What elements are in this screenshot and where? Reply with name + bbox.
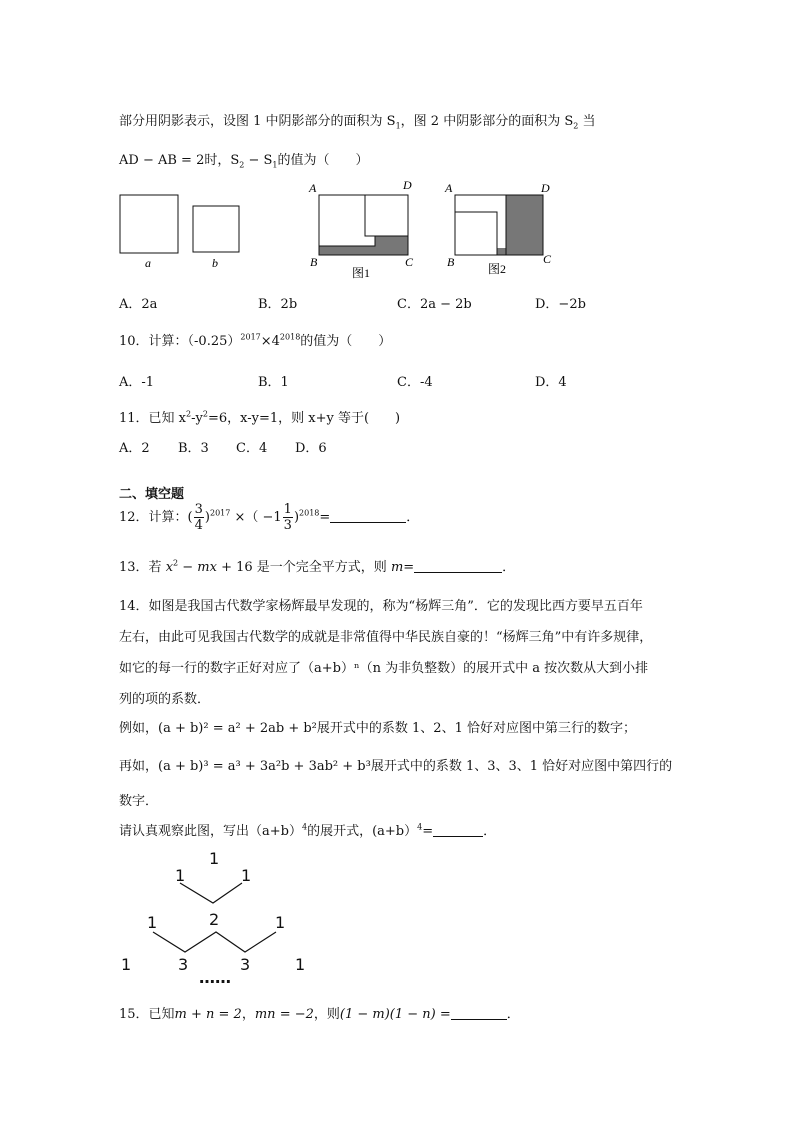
q10-exponent: 2017 [240,332,261,342]
label-a: a [145,256,151,270]
q14-text: 的展开式，(a+b） [307,824,418,839]
triangle-r4-c3: 3 [240,955,251,974]
q12-text: ． [406,510,420,525]
q10-option-b[interactable]: B．1 [258,375,289,390]
q15-stem [119,1003,520,1022]
q14-exponent: 4 [301,822,308,832]
label-b: b [212,256,218,270]
q9-sub: 1 [395,121,401,131]
fig2-A: A [445,181,453,195]
fig2-C: C [543,252,552,266]
q9-question: 的值为（ ） [277,153,369,168]
q13-text: 13．若 [119,560,166,575]
q11-option-b[interactable]: B．3 [178,441,209,456]
q9-condition: AD − AB = 2 [119,153,205,168]
q13-text: ． [502,560,516,575]
q12-exponent: 2018 [299,508,320,518]
fraction-denominator: 4 [194,518,203,533]
q14-line-4: 列的项的系数． [119,692,211,707]
section-heading: 二、填空题 [119,487,185,502]
q13-var: x [165,560,174,575]
q9-text-b: ，图 2 中阴影部分的面积为 S [400,114,574,129]
triangle-r2-c1: 1 [175,866,186,885]
q14-exponent: 4 [417,822,423,832]
q15-text: ， [241,1007,255,1022]
fraction-numerator: 1 [283,502,292,517]
q14-text: ． [483,824,497,839]
q9-text-c: 当 [578,114,596,129]
q9-sub: 1 [272,160,278,170]
q11-exponent: 2 [202,409,208,419]
q14-line-2: 左右，由此可见我国古代数学的成就是非常值得中华民族自豪的！“杨辉三角”中有许多规律， [119,630,653,645]
q15-answer-blank[interactable] [451,1007,507,1020]
q11-exponent: 2 [186,409,192,419]
q9-option-d[interactable]: D．−2b [535,297,586,312]
fig2-caption: 图2 [488,262,507,276]
q13-text: + 16 是一个完全平方式，则 [216,560,391,575]
q12-text: ) [204,510,210,525]
q14-line-5: 例如，(a + b)² = a² + 2ab + b²展开式中的系数 1、2、1 恰好对应图中第三行的数字； [119,721,636,736]
q14-line-7: 数字． [119,794,159,809]
triangle-dots: …… [199,968,231,987]
q10-option-a[interactable]: A．-1 [119,375,155,390]
q15-text: 15．已知 [119,1007,175,1022]
q9-text: 时，S [204,153,240,168]
q14-line-3: 如它的每一行的数字正好对应了（a+b）ⁿ（n 为非负整数）的展开式中 a 按次数从大到小排 [119,661,649,676]
q15-condition: m + n = 2 [174,1007,242,1022]
q9-option-a[interactable]: A．2a [119,297,158,312]
q10-option-c[interactable]: C．-4 [397,375,433,390]
triangle-r4-c4: 1 [295,955,306,974]
fraction-numerator: 3 [194,502,203,517]
q12-text: ) [293,510,300,525]
q10-exponent: 2018 [279,332,301,342]
q13-text: − [178,560,198,575]
q9-text-a: 部分用阴影表示，设图 1 中阴影部分的面积为 S [119,114,396,129]
fig1-C: C [405,255,414,269]
q14-text: = [422,824,434,839]
fraction-denominator: 3 [283,518,292,533]
q13-text: = [403,560,415,575]
q14-text: 请认真观察此图，写出（a+b） [119,824,302,839]
q9-option-b[interactable]: B．2b [258,297,298,312]
triangle-line-row3 [153,932,276,952]
fig1-B: B [310,255,318,269]
q14-line-1: 14．如图是我国古代数学家杨辉最早发现的，称为“杨辉三角”．它的发现比西方要早五百年 [119,599,643,614]
q12-text: = [319,510,331,525]
q10-text: 的值为（ ） [300,334,392,349]
triangle-r2-c2: 1 [241,866,252,885]
q12-text: 12．计算：( [119,510,193,525]
q11-option-d[interactable]: D．6 [295,441,327,456]
q10-text: 10．计算：（-0.25） [119,334,241,349]
q13-var: m [390,560,404,575]
triangle-r3-c3: 1 [275,913,286,932]
q11-text: -y [191,411,203,426]
q9-sub: 2 [239,160,245,170]
q15-condition: mn = −2 [254,1007,314,1022]
q13-var: mx [197,560,217,575]
fig1-caption: 图1 [352,266,371,280]
triangle-r4-c1: 1 [121,955,132,974]
q11-text: =6，x-y=1，则 x+y 等于( ) [207,411,401,426]
q11-option-a[interactable]: A．2 [119,441,150,456]
q15-text: ． [506,1007,520,1022]
q15-expression: (1 − m)(1 − n) = [339,1007,451,1022]
triangle-r3-c1: 1 [147,913,158,932]
q11-text: 11．已知 x [119,411,187,426]
triangle-r3-c2: 2 [209,910,220,929]
q9-text: − S [244,153,273,168]
q12-exponent: 2017 [209,508,231,518]
q14-line-6: 再如，(a + b)³ = a³ + 3a²b + 3ab² + b³展开式中的系数 1、3、3、1 恰好对应图中第四行的 [119,759,673,774]
q15-text: ，则 [313,1007,340,1022]
fig1-A: A [309,181,317,195]
fig2-D: D [541,181,550,195]
q9-option-c[interactable]: C．2a − 2b [397,297,472,312]
q9-sub: 2 [573,121,579,131]
q13-exponent: 2 [173,558,179,568]
q11-option-c[interactable]: C．4 [236,441,268,456]
fig1-D: D [403,178,412,192]
fig2-B: B [447,255,455,269]
q12-text: ×（ −1 [230,510,282,525]
q10-option-d[interactable]: D．4 [535,375,567,390]
triangle-line-row2 [180,883,242,903]
triangle-r4-c2: 3 [178,955,189,974]
triangle-r1-c1: 1 [209,849,220,868]
q10-text: ×4 [260,334,280,349]
